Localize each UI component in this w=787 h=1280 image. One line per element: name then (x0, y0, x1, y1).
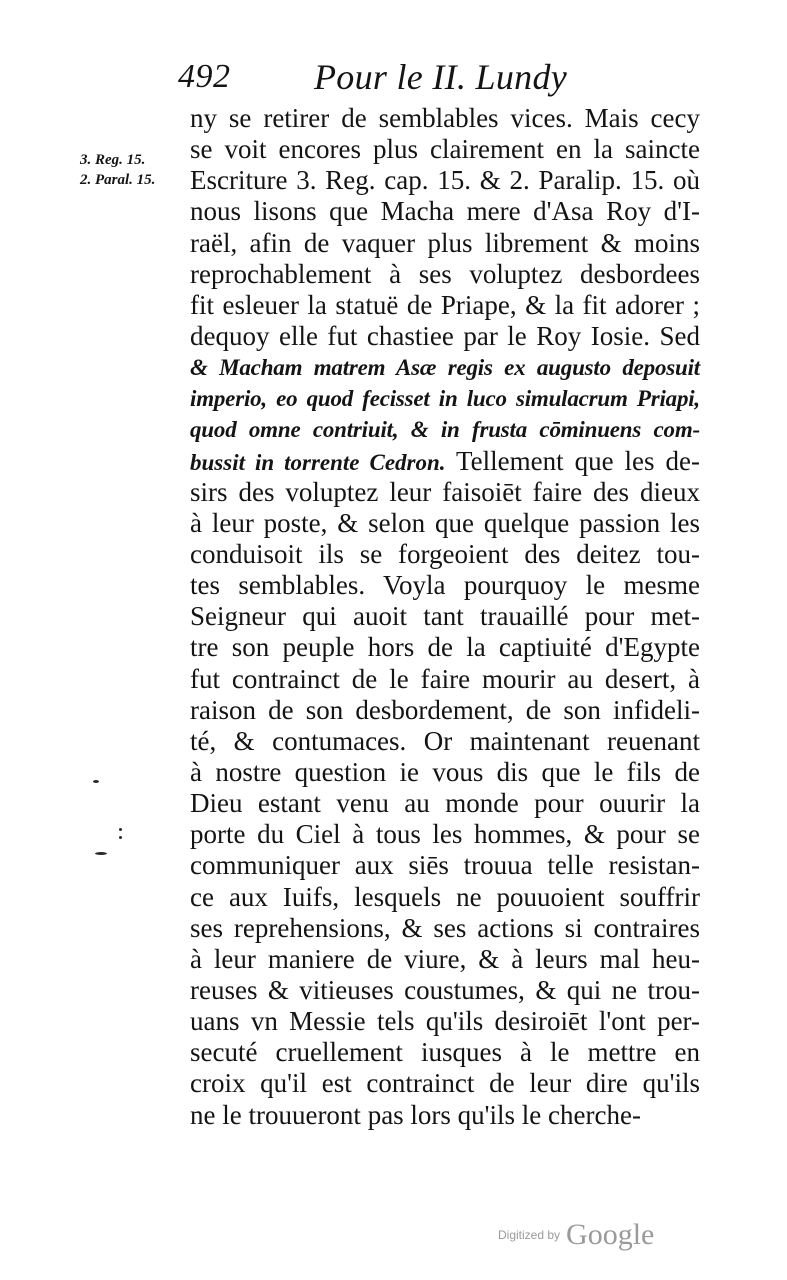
latin-quote-tail: bussit in torrente Cedron. (190, 449, 446, 475)
digitized-watermark (498, 1218, 654, 1252)
text-line: reprochablement à ses voluptez desbordees (190, 258, 700, 289)
text-line: se voit encores plus clairement en la saincte (190, 134, 700, 165)
text-line: Escriture 3. Reg. cap. 15. & 2. Paralip. 15. où (190, 165, 700, 196)
text-line: té, & contumaces. Or maintenant reuenant (190, 725, 700, 756)
margin-note-reg: 3. Reg. 15. (80, 152, 146, 168)
text-line-last: ne le trouueront pas lors qu'ils le cherche- (190, 1099, 641, 1130)
text-line: reuses & vitieuses coustumes, & qui ne trou- (190, 974, 700, 1005)
watermark-prefix: Digitized by (498, 1228, 561, 1242)
ink-speck (119, 836, 122, 839)
text-line: fut contrainct de le faire mourir au desert, à (190, 663, 700, 694)
running-head: Pour le II. Lundy (314, 57, 568, 97)
page-number: 492 (178, 58, 231, 95)
text-line-with-quote-end: bussit in torrente Cedron. Tellement que les de- (190, 445, 701, 476)
text-line: ses reprehensions, & ses actions si contraires (190, 912, 700, 943)
body-text (190, 103, 700, 1131)
ink-speck (93, 780, 99, 783)
page-header (178, 48, 698, 98)
text-line: secuté cruellement iusques à le mettre en (190, 1037, 700, 1068)
text-line: Seigneur qui auoit tant trauaillé pour met- (190, 601, 700, 632)
text-line: communiquer aux siēs trouua telle resistan- (190, 850, 700, 881)
text-line: Dieu estant venu au monde pour ouurir la (190, 788, 700, 819)
text-line: fit esleuer la statuë de Priape, & la fit adorer ; (190, 289, 700, 320)
latin-quote-line: quod omne contriuit, & in frusta cōminuens com- (190, 417, 700, 443)
ink-speck (95, 852, 107, 855)
text-line: sirs des voluptez leur faisoiēt faire des dieux (190, 476, 700, 507)
latin-quote-line: imperio, eo quod fecisset in luco simulacrum Priapi, (190, 386, 700, 412)
latin-quote-line: & Macham matrem Asæ regis ex augusto deposuit (190, 355, 700, 381)
text-line: nous lisons que Macha mere d'Asa Roy d'I- (190, 196, 700, 227)
text-line: conduisoit ils se forgeoient des deitez tou- (190, 538, 700, 569)
text-line: croix qu'il est contrainct de leur dire qu'ils (190, 1068, 700, 1099)
text-line: porte du Ciel à tous les hommes, & pour se (190, 819, 700, 850)
text-line: à leur maniere de viure, & à leurs mal heu- (190, 943, 700, 974)
text-line: à leur poste, & selon que quelque passion les (190, 507, 700, 538)
margin-note-paral: 2. Paral. 15. (80, 172, 156, 188)
ink-speck (119, 828, 122, 831)
margin-notes (80, 150, 190, 190)
text-line: uans vn Messie tels qu'ils desiroiēt l'ont per- (190, 1006, 700, 1037)
google-logo: Google (566, 1218, 655, 1251)
text-line: tre son peuple hors de la captiuité d'Egypte (190, 632, 700, 663)
text-line: à nostre question ie vous dis que le fils de (190, 756, 700, 787)
text-line: tes semblables. Voyla pourquoy le mesme (190, 570, 700, 601)
text-line: dequoy elle fut chastiee par le Roy Iosie. Sed (190, 320, 700, 351)
text-line: ce aux Iuifs, lesquels ne pouuoient souffrir (190, 881, 700, 912)
text-line: ny se retirer de semblables vices. Mais cecy (190, 103, 700, 133)
text-line: raison de son desbordement, de son infideli- (190, 694, 700, 725)
text-line: raël, afin de vaquer plus librement & moins (190, 227, 700, 258)
